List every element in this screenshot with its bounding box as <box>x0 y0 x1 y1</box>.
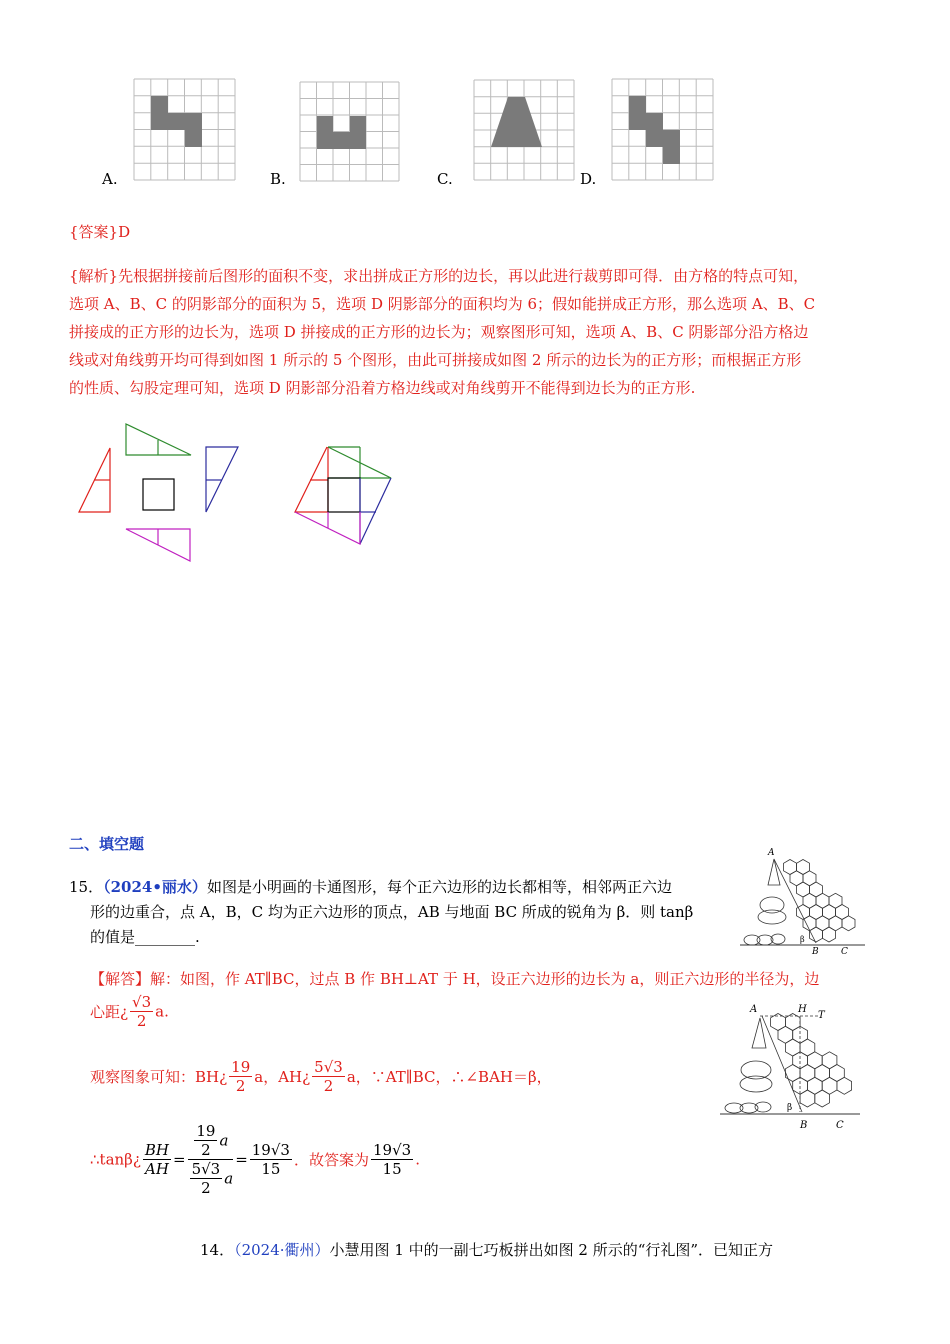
solution-line3: 观察图象可知：BH¿ $\frac{19}{2}$ a，AH¿ $\frac{5√3}{2}$ a，∵AT∥BC，∴∠BAH＝β， <box>90 1058 552 1095</box>
solution-line1: 【解答】解：如图，作 AT∥BC，过点 B 作 BH⊥AT 于 H，设正六边形的边长为 a，则正六边形的半径为，边 <box>90 970 820 988</box>
sol-label-a: A <box>750 1004 758 1015</box>
solution-line4: ∴tanβ¿ $\frac{BH}{AH}$ = $\frac{19}{2}$ a $\frac{5√3}{2}$ a = $\frac{19√3}{15}$ ．故答案为 $\frac{19√3}{15}$ . <box>90 1122 420 1197</box>
sol-label-t: T <box>818 1010 825 1021</box>
option-a-grid <box>134 79 236 181</box>
q15-label-b: B <box>812 947 819 957</box>
sol-label-h: H <box>798 1004 807 1015</box>
option-c-label: C. <box>437 170 453 188</box>
analysis-line: 拼接成的正方形的边长为，选项 D 拼接成的正方形的边长为；观察图形可知，选项 A、B、C 阴影部分沿方格边 <box>69 323 809 341</box>
q15-label-c: C <box>841 947 848 957</box>
piece-green-triangle <box>126 424 191 455</box>
analysis-line: 选项 A、B、C 的阴影部分的面积为 5，选项 D 阴影部分的面积均为 6；假如能拼成正方形，那么选项 A、B、C <box>69 295 816 313</box>
piece-magenta-triangle <box>126 529 190 561</box>
q15-line3: 的值是________. <box>90 928 200 946</box>
q14-source: （2024·衢州） <box>234 1241 330 1259</box>
figure-1-pieces <box>70 420 250 570</box>
q15-line2: 形的边重合，点 A，B，C 均为正六边形的顶点，AB 与地面 BC 所成的锐角为 β．则 tanβ <box>90 903 694 921</box>
q14-number: 14． <box>200 1241 235 1259</box>
solution-hexagon-figure <box>720 1000 870 1135</box>
option-d-grid <box>612 79 713 180</box>
option-b-label: B. <box>270 170 286 188</box>
piece-red-triangle <box>79 448 110 512</box>
q15-label-a: A <box>768 848 775 858</box>
option-c-grid <box>474 80 575 181</box>
piece-blue-triangle <box>206 447 238 512</box>
q15-hexagon-figure <box>740 845 870 957</box>
option-d-label: D. <box>580 170 597 188</box>
solution-line2: 心距¿ $\frac{√3}{2}$ a. <box>90 993 169 1030</box>
option-b-grid <box>300 82 400 182</box>
q14-text: 小慧用图 1 中的一副七巧板拼出如图 2 所示的“行礼图”．已知正方 <box>329 1241 774 1259</box>
answer-text: {答案}D <box>69 223 131 241</box>
analysis-block <box>69 262 815 402</box>
section-title: 二、填空题 <box>69 835 145 853</box>
q14-line <box>200 1236 773 1265</box>
analysis-line: 的性质、勾股定理可知，选项 D 阴影部分沿着方格边线或对角线剪开不能得到边长为的正方形. <box>69 379 696 397</box>
option-a-label: A. <box>102 170 118 188</box>
q15-text: 如图是小明画的卡通图形，每个正六边形的边长都相等，相邻两正六边 <box>206 878 672 896</box>
q15-label-beta: β <box>800 935 805 944</box>
q15-source: （2024•丽水） <box>103 878 207 896</box>
piece-black-square <box>143 479 174 510</box>
figure-2-square <box>290 440 400 550</box>
q15-number: 15． <box>69 878 104 896</box>
sol-label-beta: β <box>787 1103 793 1113</box>
sol-label-c: C <box>836 1120 844 1131</box>
analysis-line: 线或对角线剪开均可得到如图 1 所示的 5 个图形，由此可拼接成如图 2 所示的边长为的正方形；而根据正方形 <box>69 351 802 369</box>
sol-label-b: B <box>800 1120 808 1131</box>
analysis-line: {解析}先根据拼接前后图形的面积不变，求出拼成正方形的边长，再以此进行裁剪即可得．由方格的特点可知， <box>69 267 809 285</box>
